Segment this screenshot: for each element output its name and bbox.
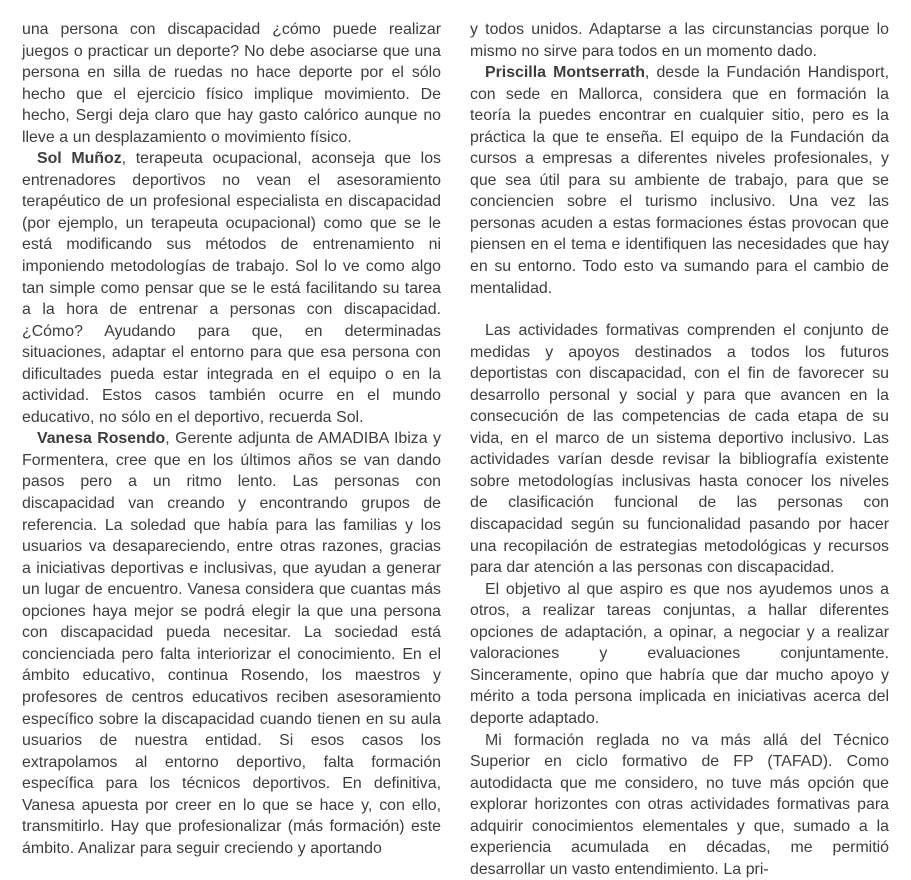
paragraph [470, 62, 889, 299]
body-text: , terapeuta ocupacional, aconseja que los entrenadores deportivos no vean el asesoramiento terapéutico de un profesional especialista en discapacidad (por ejemplo, un terapeuta ocupacional) como que se le está modificando sus métodos de entrenamiento ni imponiendo metodologías de trabajo. Sol lo ve como algo tan simple como pensar que se le está facilitando su tarea a la hora de entrenar a personas con discapacidad. ¿Cómo? Ayudando para que, en determinadas situaciones, adaptar el entorno para que esa persona con dificultades pueda estar integrada en el equipo o en la actividad. Estos casos también ocurre en el mundo educativo, no sólo en el deportivo, recuerda Sol. [22, 150, 441, 426]
paragraph [470, 19, 889, 62]
body-text: , desde la Fundación Handisport, con sede en Mallorca, considera que en formación la teoría la puedes encontrar en cualquier sitio, pero es la práctica la que te enseña. El equipo de la Fundación da cursos a empresas a diferentes niveles profesionales, y que sea útil para su ambiente de trabajo, para que se conciencien sobre el turismo inclusivo. Una vez las personas acuden a estas formaciones éstas provocan que piensen en el tema e identifiquen las necesidades que hay en su entorno. Todo esto va sumando para el cambio de mentalidad. [470, 64, 889, 296]
text-column-right [470, 19, 889, 802]
body-text: Mi formación reglada no va más allá del Técnico Superior en ciclo formativo de FP (TAFAD). Como autodidacta que me considero, no tuve más opción que explorar horizontes con otras actividades formativas para adquirir conocimientos elementales y que, sumado a la experiencia acumulada en décadas, me permitió desarrollar un vasto entendimiento. La pri- [470, 732, 889, 878]
paragraph [470, 579, 889, 730]
body-text: Las actividades formativas comprenden el conjunto de medidas y apoyos destinados a todos los futuros deportistas con discapacidad, con el fin de favorecer su desarrollo personal y social y para que avancen en la consecución de las competencias de cada etapa de su vida, en el marco de un sistema deportivo inclusivo. Las actividades varían desde revisar la bibliografía existente sobre metodologías inclusivas hasta conocer los niveles de clasificación funcional de las personas con discapacidad según su funcionalidad pasando por hacer una recopilación de estrategias metodológicas y recursos para dar atención a las personas con discapacidad. [470, 322, 889, 576]
speaker-name: Priscilla Montserrath [485, 64, 645, 81]
paragraph [22, 428, 441, 859]
body-text: y todos unidos. Adaptarse a las circunstancias porque lo mismo no sirve para todos en un momento dado. [470, 21, 889, 60]
text-column-left [22, 19, 441, 802]
paragraph [470, 320, 889, 579]
speaker-name: Sol Muñoz [37, 150, 122, 167]
speaker-name: Vanesa Rosendo [37, 430, 165, 447]
body-text: , Gerente adjunta de AMADIBA Ibiza y Formentera, cree que en los últimos años se van dando pasos pero a un ritmo lento. Las personas con discapacidad van creando y encontrando grupos de referencia. La soledad que había para las familias y los usuarios va desapareciendo, entre otras razones, gracias a iniciativas deportivas e inclusivas, que ayudan a generar un lugar de encuentro. Vanesa considera que cuantas más opciones haya mejor se podrá elegir la que una persona con discapacidad pueda necesitar. La sociedad está concienciada pero falta interiorizar el conocimiento. En el ámbito educativo, continua Rosendo, los maestros y profesores de centros educativos reciben asesoramiento específico sobre la discapacidad cuando tienen en su aula usuarios de nuestra entidad. Si esos casos los extrapolamos al entorno deportivo, falta formación específica para los técnicos deportivos. En definitiva, Vanesa apuesta por creer en lo que se hace y, con ello, transmitirlo. Hay que profesionalizar (más formación) este ámbito. Analizar para seguir creciendo y aportando [22, 430, 441, 856]
paragraph [470, 730, 889, 880]
paragraph [22, 148, 441, 428]
body-text: una persona con discapacidad ¿cómo puede realizar juegos o practicar un deporte? No debe asociarse que una persona en silla de ruedas no hace deporte por el sólo hecho que el ejercicio físico implique movimiento. De hecho, Sergi deja claro que hay gasto calórico aunque no lleve a un desplazamiento o movimiento físico. [22, 21, 441, 146]
paragraph [22, 19, 441, 148]
body-text: El objetivo al que aspiro es que nos ayudemos unos a otros, a realizar tareas conjuntas, a hallar diferentes opciones de adaptación, a opinar, a negociar y a realizar valoraciones y evaluaciones conjuntamente. Sinceramente, opino que habría que dar mucho apoyo y mérito a toda persona implicada en iniciativas acerca del deporte adaptado. [470, 581, 889, 727]
